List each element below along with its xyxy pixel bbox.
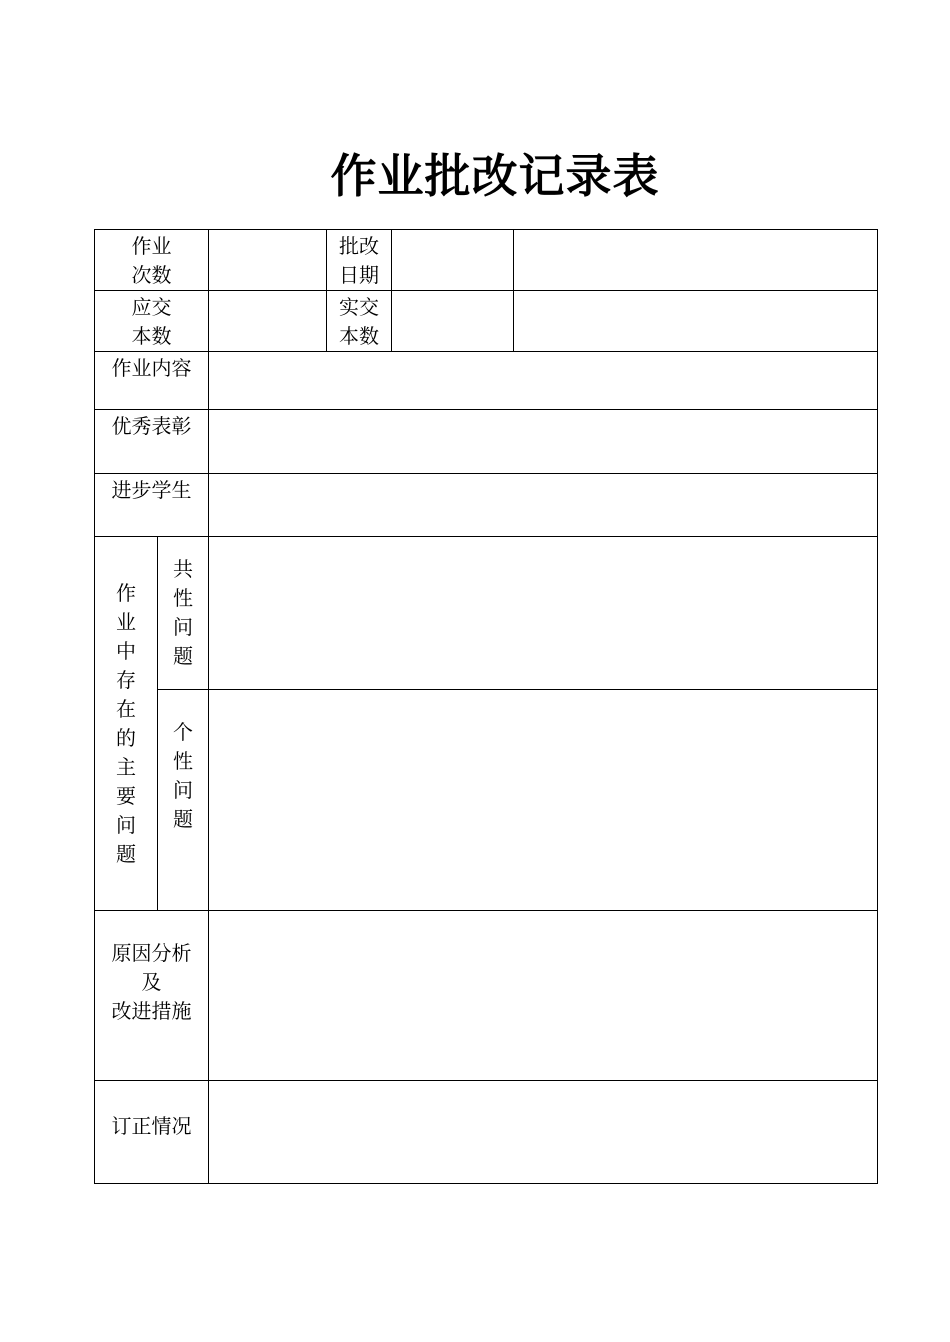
grading-date-label: 批改 日期	[327, 230, 392, 291]
excellent-label: 优秀表彰	[95, 410, 209, 474]
grading-date-field[interactable]	[392, 230, 514, 291]
common-problems-field[interactable]	[209, 537, 878, 690]
content-label: 作业内容	[95, 352, 209, 410]
correction-label: 订正情况	[95, 1081, 209, 1184]
correction-field[interactable]	[209, 1081, 878, 1184]
cause-field[interactable]	[209, 911, 878, 1081]
grading-extra-field[interactable]	[514, 230, 878, 291]
actual-extra-field[interactable]	[514, 291, 878, 352]
common-problems-label: 共性问题	[158, 537, 209, 690]
main-problems-label: 作业中存在的主要问题	[95, 537, 158, 911]
actual-count-field[interactable]	[392, 291, 514, 352]
individual-problems-label: 个性问题	[158, 690, 209, 911]
homework-count-label: 作业 次数	[95, 230, 209, 291]
actual-count-label: 实交 本数	[327, 291, 392, 352]
progress-field[interactable]	[209, 474, 878, 537]
table-row	[95, 690, 878, 911]
table-row	[95, 537, 878, 690]
table-row	[95, 911, 878, 1081]
cause-label: 原因分析 及 改进措施	[95, 911, 209, 1081]
individual-problems-field[interactable]	[209, 690, 878, 911]
table-row	[95, 474, 878, 537]
expected-count-label: 应交 本数	[95, 291, 209, 352]
table-row	[95, 1081, 878, 1184]
table-row	[95, 230, 878, 291]
expected-count-field[interactable]	[209, 291, 327, 352]
table-row	[95, 291, 878, 352]
progress-label: 进步学生	[95, 474, 209, 537]
table-row	[95, 352, 878, 410]
content-field[interactable]	[209, 352, 878, 410]
excellent-field[interactable]	[209, 410, 878, 474]
table-row	[95, 410, 878, 474]
page-title: 作业批改记录表	[330, 149, 660, 203]
homework-count-field[interactable]	[209, 230, 327, 291]
record-table	[94, 229, 878, 1184]
